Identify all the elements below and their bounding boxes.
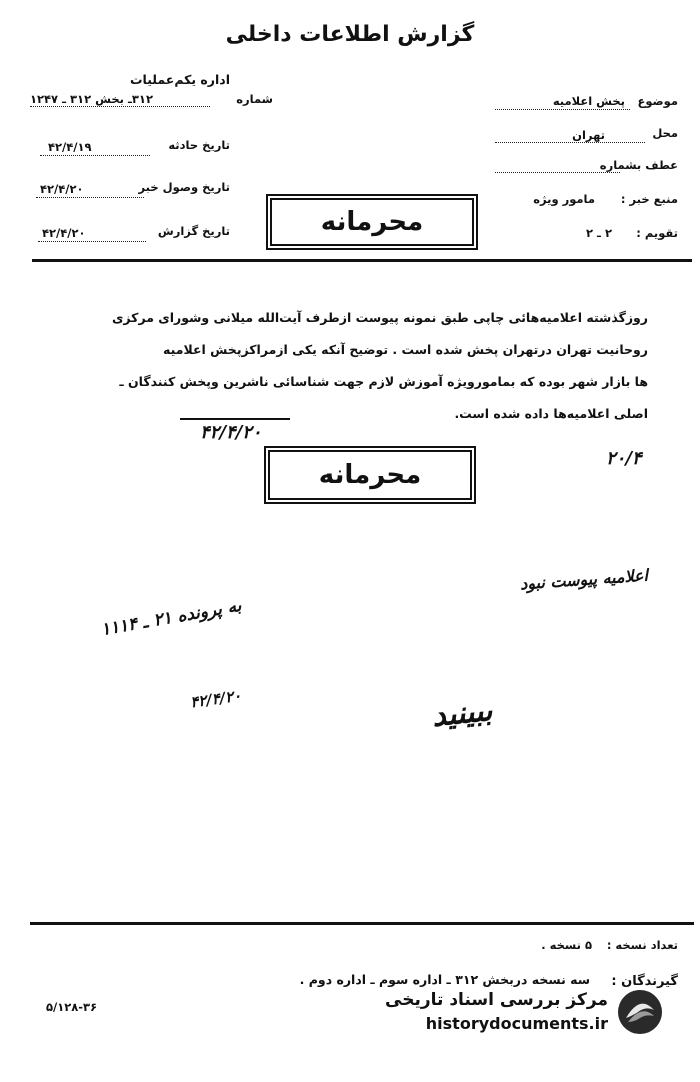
report-date-value: ۴۲/۴/۲۰: [42, 226, 86, 240]
document-code: ۵/۱۲۸-۳۶: [46, 1000, 98, 1014]
source-value: مامور ویژه: [533, 192, 595, 206]
confidential-stamp-middle: محرمانه: [268, 450, 472, 500]
number-label: شماره: [236, 92, 273, 106]
brand-url[interactable]: historydocuments.ir: [425, 1014, 608, 1033]
source-label: منبع خبر :: [620, 192, 678, 206]
subject-label: موضوع: [637, 94, 678, 108]
department-name: اداره یکم‌عملیات: [129, 72, 230, 87]
header-separator: [32, 259, 692, 262]
handwritten-note-three: ۴۲/۴/۲۰: [188, 686, 243, 712]
incident-date-label: تاریخ حادثه: [168, 138, 230, 152]
subject-underline: [495, 109, 630, 110]
report-date-label: تاریخ گزارش: [157, 224, 230, 238]
handwritten-note-one: اعلامیه پیوست نبود: [519, 565, 649, 594]
number-value: ۳۱۲ـ بخش ۳۱۲ ـ ۱۲۴۷: [30, 92, 153, 106]
handwritten-strike: [180, 418, 290, 420]
assessment-value: ۲ ـ ۲: [585, 226, 612, 240]
brand-name: مرکز بررسی اسناد تاریخی: [385, 990, 608, 1010]
brand-watermark: [364, 984, 664, 1044]
confidential-stamp-top: محرمانه: [270, 198, 474, 246]
number-underline: [30, 106, 210, 107]
place-label: محل: [652, 126, 678, 140]
handwritten-side-note: ۲۰/۴: [606, 448, 642, 469]
report-date-underline: [38, 241, 146, 242]
signature: ببینید: [430, 692, 494, 735]
reference-underline: [495, 172, 620, 173]
copies-label: تعداد نسخه :: [606, 938, 678, 952]
archive-logo-icon: [616, 988, 664, 1036]
document-title: گزارش اطلاعات داخلی: [225, 22, 475, 47]
receipt-date-value: ۴۲/۴/۲۰: [40, 182, 84, 196]
body-line-3: ها بازار شهر بوده که بمامورویژه آموزش لازم جهت شناسائی ناشرین وپخش کنندگان ـ: [119, 374, 648, 389]
handwritten-note-two: به پرونده ۲۱ ـ ۱۱۱۴: [99, 595, 243, 641]
receipt-date-label: تاریخ وصول خبر: [138, 180, 230, 194]
handwritten-body-date: ۴۲/۴/۲۰: [200, 422, 262, 443]
place-value: تهران: [572, 128, 605, 142]
body-line-1: روزگذشته اعلامیه‌هائی چاپی طبق نمونه پیوست ازطرف آیت‌الله میلانی وشورای مرکزی: [111, 310, 648, 325]
body-line-2: روحانیت تهران درتهران پخش شده است . توضیح آنکه یکی ازمراکزپخش اعلامیه: [163, 342, 648, 357]
incident-date-underline: [40, 155, 150, 156]
copies-value: ۵ نسخه .: [541, 938, 592, 952]
place-underline: [495, 142, 645, 143]
reference-label: عطف بشماره: [599, 158, 678, 172]
footer-separator: [30, 922, 694, 925]
incident-date-value: ۴۲/۴/۱۹: [48, 140, 92, 154]
recipients-value: سه نسخه دربخش ۳۱۲ ـ اداره سوم ـ اداره دوم .: [299, 972, 590, 987]
subject-value: پخش اعلامیه: [552, 94, 625, 108]
body-line-4: اصلی اعلامیه‌ها داده شده است.: [454, 406, 648, 421]
recipients-label: گیرندگان :: [611, 974, 678, 989]
assessment-label: تقویم :: [636, 226, 678, 240]
receipt-date-underline: [36, 197, 144, 198]
